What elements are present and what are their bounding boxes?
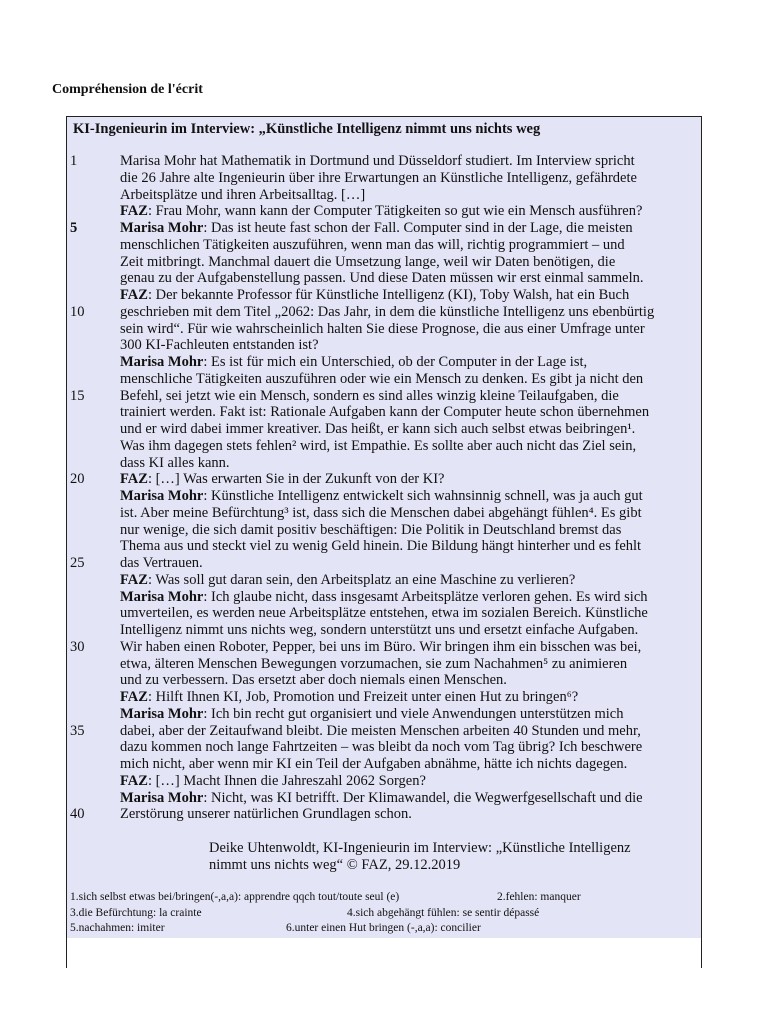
text-line [67,572,701,589]
line-content: mich nicht, aber wenn mir KI ein Teil der Aufgaben abnähme, hätte ich nichts dagegen. [120,756,628,772]
line-content: : Hilft Ihnen KI, Job, Promotion und Freizeit unter einen Hut zu bringen⁶? [147,689,579,705]
text-line [67,203,701,220]
source-citation [209,840,631,874]
citation-line: nimmt uns nichts weg“ © FAZ, 29.12.2019 [209,857,461,873]
text-line [67,689,701,706]
speaker-label: Marisa Mohr [120,789,204,806]
line-text [120,237,625,254]
text-line [67,639,701,656]
line-number: 40 [70,806,85,823]
frame-continuation [66,938,702,968]
line-number: 25 [70,555,85,571]
line-content: trainiert werden. Fakt ist: Rationale Aufgaben kann der Computer heute schon übernehmen [120,404,650,421]
speaker-label: Marisa Mohr [120,354,204,370]
line-content: : […] Was erwarten Sie in der Zukunft von der KI? [147,471,445,488]
line-number: 30 [70,638,85,655]
line-text [120,438,636,455]
line-text [120,455,230,472]
text-line [67,672,701,689]
glossary-row [70,906,700,922]
line-content: genau zu der Aufgabenstellung passen. Und diese Daten müssen wir erst einmal sammeln. [120,270,644,287]
line-content: : […] Macht Ihnen die Jahreszahl 2062 Sorgen? [147,772,426,789]
text-line [67,555,701,572]
text-line [67,756,701,773]
line-text [120,505,642,522]
speaker-label: FAZ [120,772,148,789]
line-content: menschlichen Tätigkeiten auszuführen, wenn man das will, richtig programmiert – und [120,236,625,253]
glossary-entry: 5.nachahmen: imiter [70,922,165,934]
text-line [67,287,701,304]
text-line [67,170,701,187]
line-text [120,589,648,606]
line-number: 10 [70,303,85,320]
glossary-row [70,921,700,937]
line-content: dabei, aber der Zeitaufwand bleibt. Die meisten Menschen arbeiten 40 Stunden und mehr, [120,722,641,739]
text-line [67,656,701,673]
line-number: 35 [70,722,85,739]
line-content: : Es ist für mich ein Unterschied, ob der Computer in der Lage ist, [203,354,588,370]
speaker-label: FAZ [120,689,148,705]
text-line [67,471,701,488]
line-number: 5 [70,220,78,236]
speaker-label: Marisa Mohr [120,220,204,236]
text-line [67,806,701,823]
text-line [67,220,701,237]
line-content: Was ihm dagegen stets fehlen² wird, ist Empathie. Es sollte aber auch nicht das Ziel sein, [120,437,637,454]
line-text [120,270,643,287]
line-text [120,170,637,187]
text-line [67,622,701,639]
line-text [120,471,444,488]
line-text [120,538,641,555]
text-line [67,354,701,371]
line-content: Wir haben einen Roboter, Pepper, bei uns im Büro. Wir bringen ihm ein bisschen was bei, [120,638,642,655]
text-line [67,538,701,555]
glossary [70,890,700,937]
line-text [120,672,507,689]
speaker-label: FAZ [120,287,148,303]
text-line [67,605,701,622]
text-line [67,388,701,405]
text-line [67,773,701,790]
line-text [120,806,412,823]
speaker-label: FAZ [120,571,148,588]
line-text [120,287,629,304]
text-line [67,723,701,740]
speaker-label: FAZ [120,203,148,220]
line-text [120,371,643,388]
line-text [120,404,649,421]
line-content: : Der bekannte Professor für Künstliche Intelligenz (KI), Toby Walsh, hat ein Buch [147,287,630,303]
line-text [120,706,623,723]
text-line [67,739,701,756]
line-content: Intelligenz nimmt uns nichts weg, sondern unterstützt uns und ersetzt einfache Aufgaben. [120,622,639,638]
line-content: und zu verbessern. Das ersetzt aber doch niemals einen Menschen. [120,672,507,689]
speaker-label: FAZ [120,471,148,488]
text-line [67,589,701,606]
line-text [120,605,648,622]
line-content: 300 KI-Fachleuten entstanden ist? [120,337,319,354]
line-text [120,739,642,756]
text-line [67,404,701,421]
line-text [120,388,619,405]
glossary-entry: 1.sich selbst etwas bei/bringen(-,a,a): apprendre qqch tout/toute seul (e) [70,891,400,903]
line-content: die 26 Jahre alte Ingenieurin über ihre Erwartungen an Künstliche Intelligenz, gefährdete [120,169,637,186]
glossary-entry: 6.unter einen Hut bringen (-,a,a): concilier [286,922,481,934]
line-text [120,153,635,170]
article-frame [66,116,702,939]
line-content: und er wird dabei immer kreativer. Das heißt, er kann sich auch selbst etwas beibringen¹. [120,421,636,437]
line-content: sein wird“. Für wie wahrscheinlich halten Sie diese Prognose, die aus einer Umfrage unter [120,320,645,337]
line-text [120,337,319,354]
article-body [67,153,701,823]
line-text [120,756,627,773]
text-line [67,421,701,438]
speaker-label: Marisa Mohr [120,488,204,504]
line-content: das Vertrauen. [120,555,203,571]
text-line [67,488,701,505]
line-text [120,203,642,220]
glossary-row [70,890,700,906]
text-line [67,706,701,723]
text-line [67,505,701,522]
glossary-entry: 2.fehlen: manquer [497,891,581,903]
line-content: Thema aus und steckt viel zu wenig Geld hinein. Die Bildung hängt hinterher und es fehlt [120,538,642,555]
speaker-label: Marisa Mohr [120,705,204,722]
line-number: 1 [70,153,78,169]
text-line [67,790,701,807]
text-line [67,304,701,321]
line-text [120,622,638,639]
text-line [67,337,701,354]
line-text [120,555,203,572]
line-content: Befehl, sei jetzt wie ein Mensch, sondern es sind alles winzig kleine Teilaufgaben, die [120,387,619,404]
line-content: : Frau Mohr, wann kann der Computer Tätigkeiten so gut wie ein Mensch ausführen? [147,203,643,220]
line-text [120,421,635,438]
section-title: Compréhension de l'écrit [52,82,203,97]
line-content: Zeit mitbringt. Manchmal dauert die Umsetzung lange, weil wir Daten benötigen, die [120,253,616,270]
line-content: geschrieben mit dem Titel „2062: Das Jahr, in dem die künstliche Intelligenz uns ebenbürtig [120,303,655,320]
line-content: Arbeitsplätze und ihren Arbeitsalltag. […] [120,186,366,203]
line-text [120,723,641,740]
text-line [67,153,701,170]
text-line [67,438,701,455]
line-text [120,656,627,673]
line-text [120,773,426,790]
line-content: umverteilen, es werden neue Arbeitsplätze entstehen, etwa im sozialen Bereich. Künstliche [120,605,648,622]
line-content: ist. Aber meine Befürchtung³ ist, dass sich die Menschen dabei abgehängt fühlen⁴. Es gibt [120,504,642,521]
glossary-entry: 3.die Befürchtung: la crainte [70,906,202,919]
line-content: dazu kommen noch lange Fahrtzeiten – was bleibt da noch vom Tag übrig? Ich beschwere [120,739,643,756]
line-text [120,790,643,807]
line-text [120,572,575,589]
line-content: Zerstörung unserer natürlichen Grundlagen schon. [120,806,412,823]
line-content: : Das ist heute fast schon der Fall. Computer sind in der Lage, die meisten [203,220,633,236]
line-text [120,254,615,271]
line-text [120,304,654,321]
text-line [67,321,701,338]
line-text [120,522,621,539]
line-content: menschliche Tätigkeiten auszuführen oder wie ein Mensch zu denken. Es gibt ja nicht den [120,370,644,387]
line-content: Marisa Mohr hat Mathematik in Dortmund und Düsseldorf studiert. Im Interview spricht [120,153,635,169]
line-content: : Nicht, was KI betrifft. Der Klimawandel, die Wegwerfgesellschaft und die [203,789,643,806]
line-text [120,321,645,338]
line-text [120,689,578,706]
line-content: : Was soll gut daran sein, den Arbeitsplatz an eine Maschine zu verlieren? [147,571,576,588]
text-line [67,522,701,539]
text-line [67,371,701,388]
citation-line: Deike Uhtenwoldt, KI-Ingenieurin im Interview: „Künstliche Intelligenz [209,840,631,856]
line-number: 15 [70,387,85,404]
line-number: 20 [70,471,85,488]
line-text [120,187,365,204]
line-text [120,354,587,371]
line-text [120,639,641,656]
line-content: etwa, älteren Menschen Bewegungen vorzumachen, sie zum Nachahmen⁵ zu animieren [120,655,628,672]
line-text [120,220,633,237]
line-content: : Ich glaube nicht, dass insgesamt Arbeitsplätze verloren gehen. Es wird sich [203,588,648,605]
text-line [67,455,701,472]
text-line [67,270,701,287]
text-line [67,237,701,254]
glossary-entry: 4.sich abgehängt fühlen: se sentir dépassé [347,906,540,919]
speaker-label: Marisa Mohr [120,588,204,605]
article-title: KI-Ingenieurin im Interview: „Künstliche Intelligenz nimmt uns nichts weg [73,121,541,137]
line-content: dass KI alles kann. [120,454,230,471]
text-line [67,254,701,271]
text-line [67,187,701,204]
line-content: : Künstliche Intelligenz entwickelt sich wahnsinnig schnell, was ja auch gut [203,488,643,504]
line-content: nur wenige, die sich damit positiv beschäftigen: Die Politik in Deutschland bremst das [120,521,622,538]
line-text [120,488,643,505]
line-content: : Ich bin recht gut organisiert und viele Anwendungen unterstützen mich [203,705,624,722]
